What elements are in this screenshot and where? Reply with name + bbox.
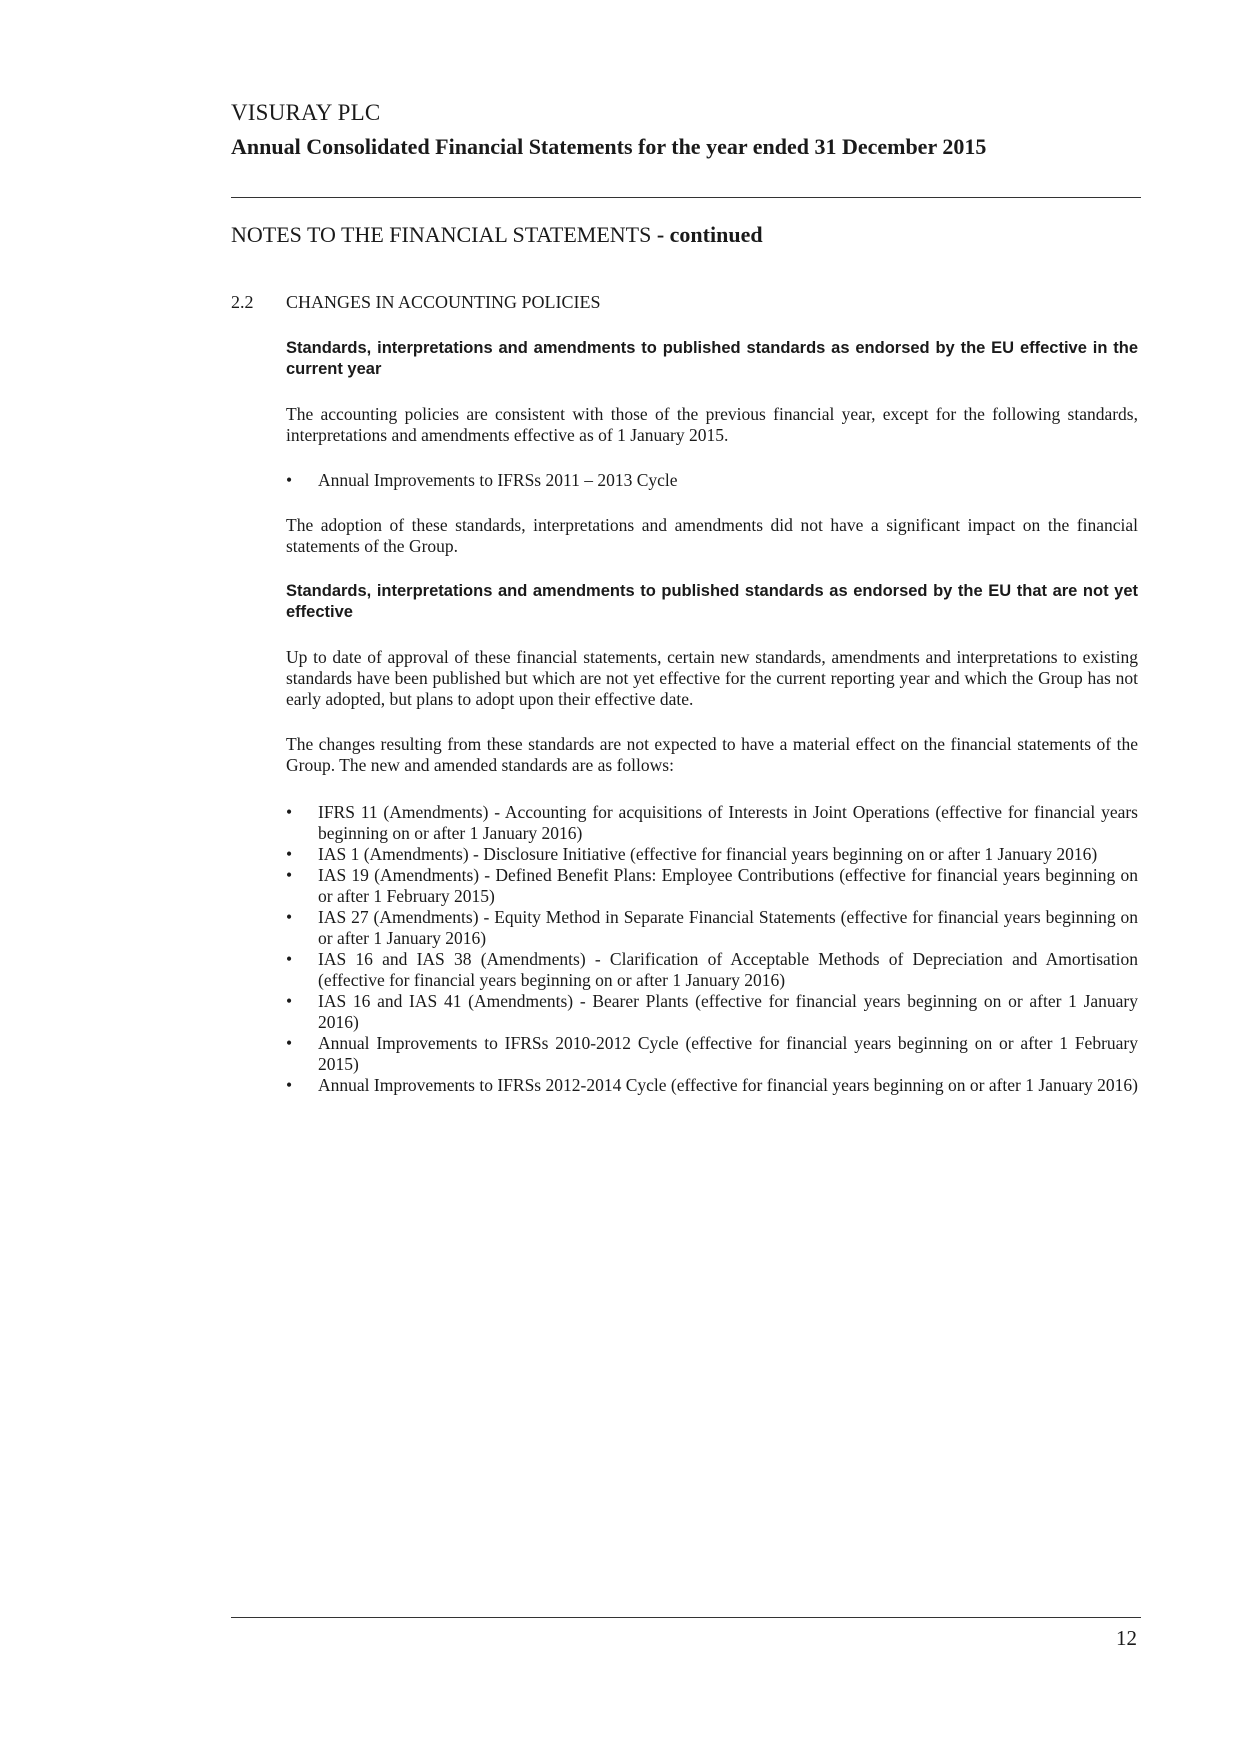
list-item bbox=[286, 1033, 1138, 1075]
list-item-text: IFRS 11 (Amendments) - Accounting for acquisitions of Interests in Joint Operations (effective for financial years beginning on or after 1 January 2016) bbox=[318, 802, 1138, 843]
bullet-icon: • bbox=[286, 844, 293, 864]
notes-heading-suffix: - continued bbox=[656, 222, 763, 247]
not-yet-effective-paragraph-2: The changes resulting from these standards are not expected to have a material effect on the financial statements of the Group. The new and amended standards are as follows: bbox=[286, 734, 1138, 775]
bullet-icon: • bbox=[286, 1075, 293, 1095]
bullet-icon: • bbox=[286, 470, 293, 490]
list-item-text: IAS 16 and IAS 38 (Amendments) - Clarification of Acceptable Methods of Depreciation and Amortisation (effective for financial years beginning on or after 1 January 2016) bbox=[318, 949, 1138, 990]
footer-divider bbox=[231, 1617, 1141, 1618]
list-item-text: Annual Improvements to IFRSs 2011 – 2013 Cycle bbox=[318, 470, 678, 490]
list-item-text: IAS 27 (Amendments) - Equity Method in Separate Financial Statements (effective for financial years beginning on or after 1 January 2016) bbox=[318, 907, 1138, 948]
section-content bbox=[286, 338, 1138, 1096]
page-number: 12 bbox=[1116, 1626, 1137, 1650]
list-item-text: Annual Improvements to IFRSs 2010-2012 Cycle (effective for financial years beginning on or after 1 February 2015) bbox=[318, 1033, 1138, 1074]
not-yet-effective-list bbox=[286, 802, 1138, 1096]
adoption-paragraph: The adoption of these standards, interpretations and amendments did not have a significant impact on the financial statements of the Group. bbox=[286, 515, 1138, 556]
list-item bbox=[286, 470, 1138, 491]
list-item bbox=[286, 991, 1138, 1033]
section-title: CHANGES IN ACCOUNTING POLICIES bbox=[286, 292, 601, 312]
list-item-text: IAS 1 (Amendments) - Disclosure Initiative (effective for financial years beginning on or after 1 January 2016) bbox=[318, 844, 1098, 864]
bullet-icon: • bbox=[286, 991, 293, 1011]
section-number: 2.2 bbox=[231, 292, 254, 312]
list-item-text: IAS 16 and IAS 41 (Amendments) - Bearer Plants (effective for financial years beginning on or after 1 January 2016) bbox=[318, 991, 1138, 1032]
company-name: VISURAY PLC bbox=[231, 100, 381, 125]
list-item bbox=[286, 865, 1138, 907]
current-year-list bbox=[286, 470, 1138, 491]
notes-heading bbox=[231, 222, 763, 248]
list-item bbox=[286, 844, 1138, 865]
bullet-icon: • bbox=[286, 1033, 293, 1053]
not-yet-effective-subheading: Standards, interpretations and amendments to published standards as endorsed by the EU that are not yet effective bbox=[286, 582, 1138, 621]
list-item bbox=[286, 949, 1138, 991]
bullet-icon: • bbox=[286, 802, 293, 822]
list-item bbox=[286, 1075, 1138, 1096]
bullet-icon: • bbox=[286, 907, 293, 927]
current-year-paragraph: The accounting policies are consistent with those of the previous financial year, except for the following standards, interpretations and amendments effective as of 1 January 2015. bbox=[286, 404, 1138, 445]
list-item bbox=[286, 907, 1138, 949]
list-item-text: IAS 19 (Amendments) - Defined Benefit Plans: Employee Contributions (effective for financial years beginning on or after 1 February 2015) bbox=[318, 865, 1138, 906]
list-item bbox=[286, 802, 1138, 844]
current-year-subheading: Standards, interpretations and amendments to published standards as endorsed by the EU effective in the current year bbox=[286, 339, 1138, 378]
list-item-text: Annual Improvements to IFRSs 2012-2014 Cycle (effective for financial years beginning on or after 1 January 2016) bbox=[318, 1075, 1139, 1095]
not-yet-effective-paragraph-1: Up to date of approval of these financial statements, certain new standards, amendments and interpretations to existing standards have been published but which are not yet effective for the current reporting year and which the Group has not early adopted, but plans to adopt upon their effective date. bbox=[286, 647, 1138, 709]
notes-heading-main: NOTES TO THE FINANCIAL STATEMENTS bbox=[231, 222, 652, 247]
bullet-icon: • bbox=[286, 949, 293, 969]
bullet-icon: • bbox=[286, 865, 293, 885]
header-divider bbox=[231, 197, 1141, 198]
document-title: Annual Consolidated Financial Statements for the year ended 31 December 2015 bbox=[231, 134, 987, 159]
